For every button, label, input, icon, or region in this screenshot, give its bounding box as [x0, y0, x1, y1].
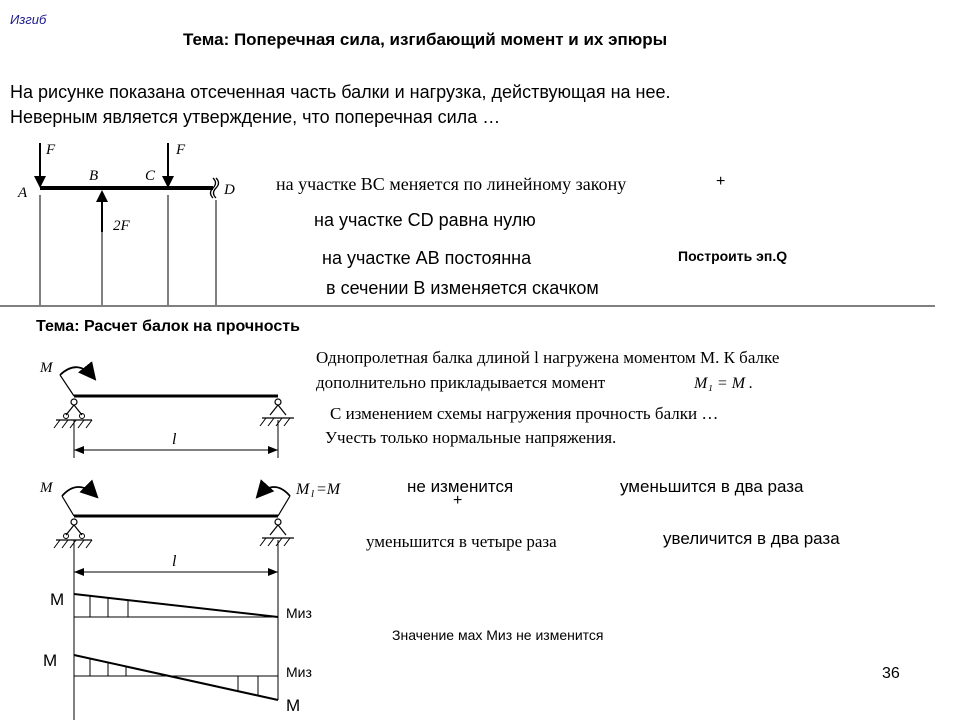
- q1-option-3[interactable]: на участке AB постоянна: [322, 248, 532, 268]
- q2-diag-a-label-Miz: Миз: [286, 605, 312, 621]
- q2-diag-b-label-M-end: M: [286, 696, 301, 715]
- q1-option-1[interactable]: на участке BC меняется по линейному закону: [276, 174, 627, 194]
- q2-mid-label-M: M: [40, 480, 53, 496]
- q2-mid-label-M1-sub: l: [311, 488, 315, 500]
- q2-text-line2: дополнительно прикладывается момент: [316, 373, 606, 392]
- q1-label-F2: F: [176, 142, 186, 158]
- q2-mid-label-M1-eq: =M: [316, 481, 341, 498]
- section-label: Изгиб: [10, 12, 47, 27]
- page-title: Тема: Поперечная сила, изгибающий момент и их эпюры: [183, 30, 668, 49]
- q2-text-line4: Учесть только нормальные напряжения.: [325, 428, 617, 447]
- q2-text-line1: Однопролетная балка длиной l нагружена моментом M. К балке: [316, 348, 780, 367]
- q2-diag-a-label-M: M: [50, 590, 65, 609]
- q1-label-A: A: [18, 185, 28, 201]
- q2-note: Значение мах Миз не изменится: [392, 627, 604, 643]
- q1-label-D: D: [224, 182, 235, 198]
- q2-top-label-l: l: [172, 431, 177, 448]
- q1-text-line1: На рисунке показана отсеченная часть балки и нагрузка, действующая на нее.: [10, 82, 671, 102]
- q2-formula: M₁ = M .: [694, 375, 754, 392]
- q1-text-line2: Неверным является утверждение, что поперечная сила …: [10, 107, 501, 127]
- q2-top-label-M: M: [40, 360, 53, 376]
- q2-diag-b-label-M: M: [43, 651, 58, 670]
- q1-label-2F: 2F: [113, 218, 130, 234]
- q1-label-B: B: [89, 168, 99, 184]
- page-number: 36: [882, 665, 900, 682]
- q2-option-1[interactable]: не изменится: [407, 477, 514, 496]
- q1-label-F1: F: [46, 142, 56, 158]
- q2-diag-b-label-Miz: Миз: [286, 664, 312, 680]
- q1-option-4[interactable]: в сечении B изменяется скачком: [326, 278, 599, 298]
- q2-title: Тема: Расчет балок на прочность: [36, 318, 300, 335]
- q1-label-C: C: [145, 168, 156, 184]
- q2-option-4[interactable]: увеличится в два раза: [663, 529, 840, 548]
- q1-build-hint: Построить эп.Q: [678, 248, 788, 264]
- q2-mid-label-l: l: [172, 553, 177, 570]
- q1-option-2[interactable]: на участке CD равна нулю: [314, 210, 536, 230]
- q2-option-3[interactable]: уменьшится в четыре раза: [366, 532, 557, 551]
- q2-mid-label-M1: M: [296, 481, 310, 498]
- q2-correct-mark: +: [453, 492, 463, 509]
- q2-text-line3: С изменением схемы нагружения прочность балки …: [330, 404, 719, 423]
- q1-correct-mark: +: [716, 173, 726, 190]
- q2-option-2[interactable]: уменьшится в два раза: [620, 477, 804, 496]
